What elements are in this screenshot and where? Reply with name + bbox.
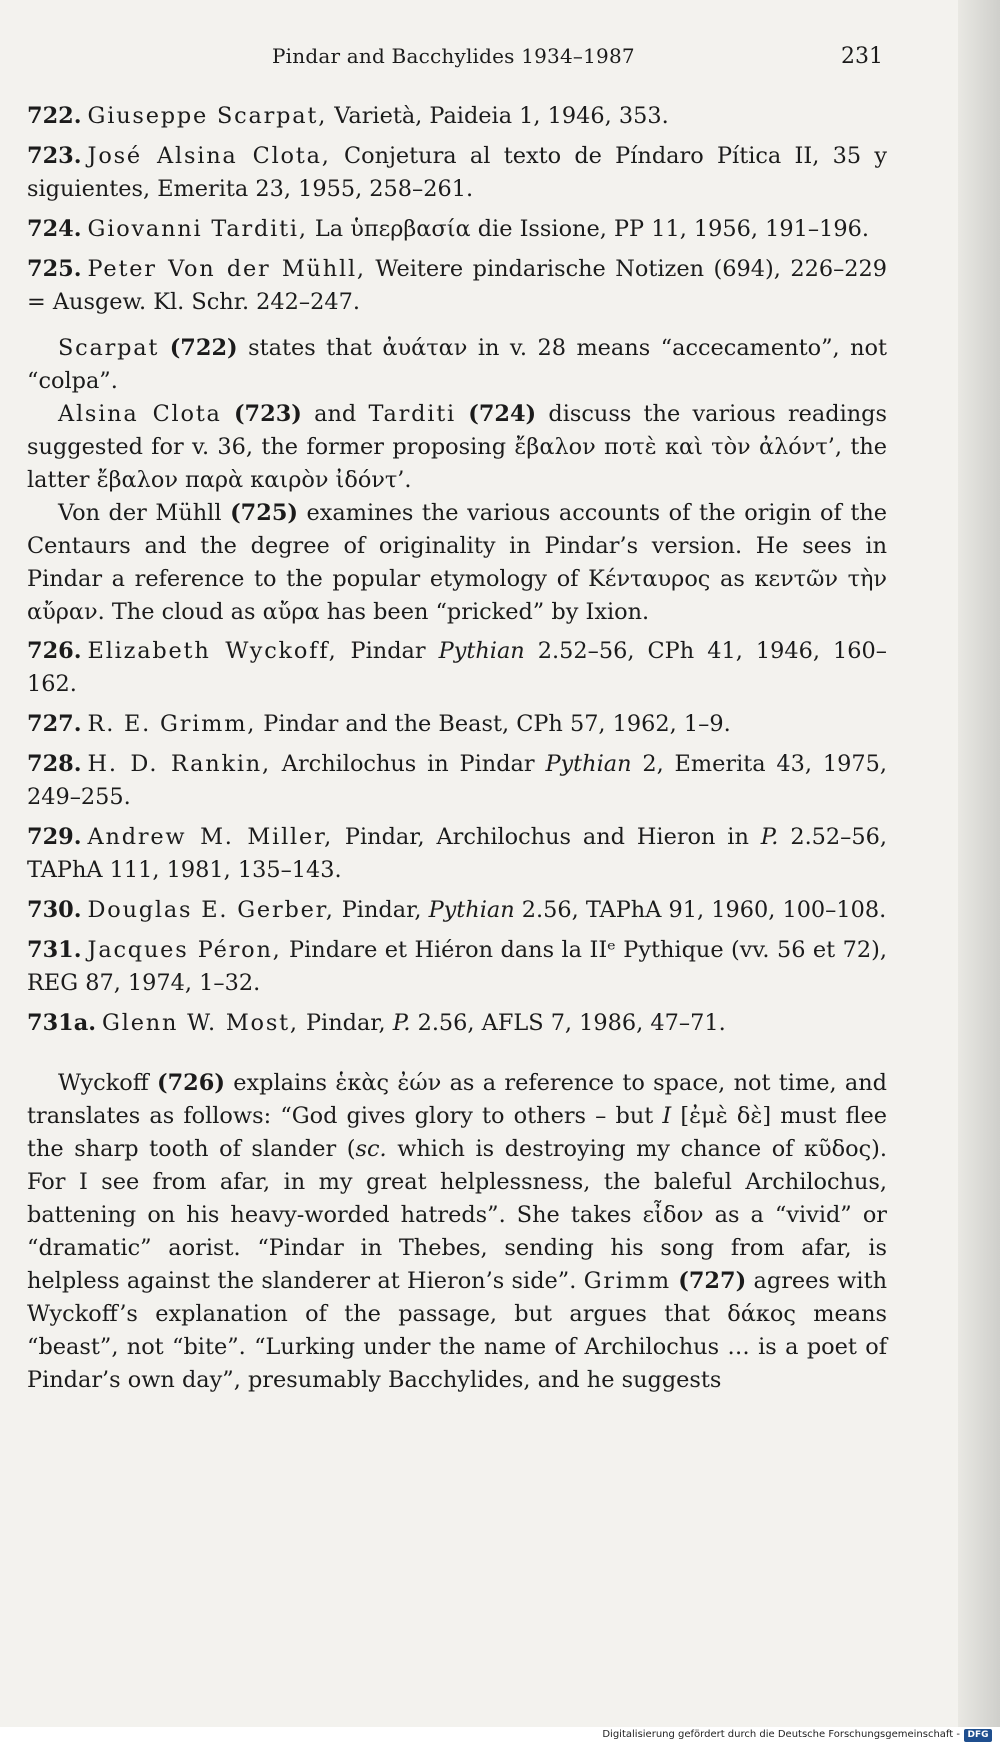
author-name: Wyckoff [58, 1070, 149, 1096]
entry-citation: Pindar, [334, 897, 429, 923]
author-name: Scarpat [58, 335, 160, 361]
bibliography-entry-731 [27, 934, 887, 1000]
italic-text: I [662, 1103, 672, 1129]
entry-ref: (722) [169, 335, 238, 361]
entry-ref: (727) [678, 1268, 747, 1294]
author-name: Alsina Clota [58, 401, 222, 427]
entry-citation: Pindar [337, 638, 439, 664]
entry-author: Glenn W. Most, [102, 1010, 299, 1036]
discussion-paragraph-von-der-muehll [27, 497, 887, 629]
entry-italic: P. [392, 1010, 411, 1036]
footer-credit: Digitalisierung gefördert durch die Deutsche Forschungsgemeinschaft - [602, 1729, 960, 1740]
entry-number: 726. [27, 638, 82, 664]
entry-citation-rest: 2.52–56, TAPhA 111, 1981, 135–143. [27, 824, 887, 883]
bibliography-entry-729 [27, 821, 887, 887]
entry-author: Douglas E. Gerber, [87, 897, 335, 923]
entry-number: 722. [27, 103, 82, 129]
running-head: Pindar and Bacchylides 1934–1987 [272, 44, 635, 68]
entry-citation: Pindar and the Beast, CPh 57, 1962, 1–9. [256, 711, 731, 737]
page-number: 231 [841, 44, 883, 69]
italic-text: sc. [355, 1136, 387, 1162]
entry-author: Jacques Péron, [87, 937, 282, 963]
entry-author: José Alsina Clota, [87, 143, 331, 169]
bibliography-entry-728 [27, 748, 887, 814]
entry-citation: Pindare et Hiéron dans la IIᵉ Pythique (vv. 56 et 72), REG 87, 1974, 1–32. [27, 937, 887, 996]
entry-author: Giuseppe Scarpat, [87, 103, 328, 129]
paragraph-text: examines the various accounts of the origin of the Centaurs and the degree of originality in Pindar’s version. He sees in Pindar a reference to the popular etymology of Κένταυρος as κεντῶν τὴν αὔραν. The cloud as αὔρα has been “pricked” by Ixion. [27, 500, 887, 625]
entry-number: 731a. [27, 1010, 97, 1036]
bibliography-entry-725 [27, 253, 887, 319]
entry-italic: Pythian [438, 638, 525, 664]
entry-number: 728. [27, 751, 82, 777]
bibliography-entry-724 [27, 213, 887, 246]
entry-citation: Pindar, Archilochus and Hieron in [333, 824, 761, 850]
entry-citation: Weitere pindarische Notizen (694), 226–229 = Ausgew. Kl. Schr. 242–247. [27, 256, 887, 315]
entry-author: Peter Von der Mühll, [87, 256, 366, 282]
entry-author: R. E. Grimm, [87, 711, 257, 737]
dfg-logo-icon: DFG [964, 1729, 992, 1742]
entry-ref: (724) [468, 401, 537, 427]
digitization-footer [0, 1727, 1000, 1745]
bibliography-entry-722 [27, 100, 887, 133]
entry-citation-rest: 2.52–56, CPh 41, 1946, 160–162. [27, 638, 887, 697]
entry-citation: Varietà, Paideia 1, 1946, 353. [327, 103, 669, 129]
author-name: Von der Mühll [58, 500, 222, 526]
entry-author: Giovanni Tarditi, [87, 216, 308, 242]
entry-author: Andrew M. Miller, [87, 824, 334, 850]
entry-citation-rest: 2.56, AFLS 7, 1986, 47–71. [410, 1010, 726, 1036]
paragraph-text: and [301, 401, 369, 427]
paragraph-text: agrees with Wyckoff’s explanation of the passage, but argues that δάκος means “beast”, not “bite”. “Lurking under the name of Archilochus … is a poet of Pindar’s own day”, presumably Bacchylides, and he suggests [27, 1268, 887, 1393]
bibliography-entry-730 [27, 894, 887, 927]
entry-italic: P. [760, 824, 779, 850]
entry-number: 730. [27, 897, 82, 923]
entry-number: 731. [27, 937, 82, 963]
entry-citation-rest: 2.56, TAPhA 91, 1960, 100–108. [514, 897, 887, 923]
bibliography-entry-726 [27, 635, 887, 701]
entry-italic: Pythian [545, 751, 632, 777]
paragraph-text: discuss the various readings suggested for v. 36, the former proposing ἔβαλον ποτὲ καὶ τὸν ἀλόντ’, the latter ἔβαλον παρὰ καιρὸν ἰδόντ’. [27, 401, 887, 493]
bibliography-entry-727 [27, 708, 887, 741]
bibliography-entry-731a [27, 1007, 887, 1040]
entry-ref: (725) [230, 500, 298, 526]
discussion-paragraph-wyckoff-grimm [27, 1067, 887, 1397]
entry-number: 729. [27, 824, 82, 850]
paragraph-text: explains ἑκὰς ἐών as a reference to space, not time, and translates as follows: “God gives glory to others – but [27, 1070, 887, 1129]
entry-italic: Pythian [428, 897, 515, 923]
entry-citation: Conjetura al texto de Píndaro Pítica II, 35 y siguientes, Emerita 23, 1955, 258–261. [27, 143, 888, 202]
page-edge-shadow [958, 0, 1000, 1728]
entry-number: 723. [27, 143, 82, 169]
entry-citation: Archilochus in Pindar [270, 751, 546, 777]
entry-ref: (726) [157, 1070, 225, 1096]
bibliography-entry-723 [27, 140, 887, 206]
author-name: Grimm [583, 1268, 671, 1294]
discussion-paragraph-alsina-tarditi [27, 398, 887, 497]
page-header [0, 44, 1000, 78]
paragraph-text: states that ἀυάταν in v. 28 means “accecamento”, not “colpa”. [27, 335, 887, 394]
paragraph-text: [ἐμὲ δὲ] must flee the sharp tooth of slander ( [27, 1103, 887, 1162]
entry-citation: Pindar, [298, 1010, 393, 1036]
entry-number: 724. [27, 216, 82, 242]
entry-author: Elizabeth Wyckoff, [87, 638, 338, 664]
entry-citation: La ὑπερβασία die Issione, PP 11, 1956, 191–196. [307, 216, 869, 242]
entry-author: H. D. Rankin, [87, 751, 271, 777]
entry-number: 725. [27, 256, 82, 282]
page-body [27, 100, 887, 1397]
author-name: Tarditi [368, 401, 456, 427]
discussion-paragraph-scarpat [27, 332, 887, 398]
paragraph-text: which is destroying my chance of κῦδος). For I see from afar, in my great helplessness, the baleful Archilochus, battening on his heavy-worded hatreds”. She takes εἶδον as a “vivid” or “dramatic” aorist. “Pindar in Thebes, sending his song from afar, is helpless against the slanderer at Hieron’s side”. [27, 1136, 887, 1294]
entry-citation-rest: 2, Emerita 43, 1975, 249–255. [27, 751, 887, 810]
entry-ref: (723) [233, 401, 302, 427]
entry-number: 727. [27, 711, 82, 737]
